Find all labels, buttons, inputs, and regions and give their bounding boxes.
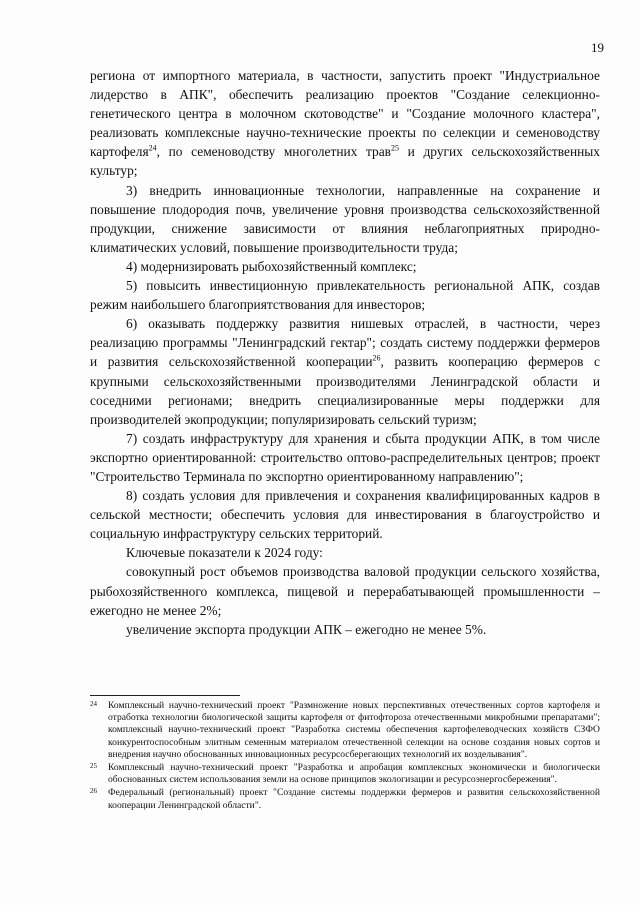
- paragraph-text: совокупный рост объемов производства валовой продукции сельского хозяйства, рыбохозяйственного комплекса, пищевой и перерабатывающей промышленности – ежегодно не менее 2%;: [90, 564, 600, 618]
- paragraph-text: Ключевые показатели к 2024 году:: [126, 545, 323, 561]
- paragraph: [90, 486, 600, 543]
- paragraph-text: увеличение экспорта продукции АПК – ежегодно не менее 5%.: [126, 621, 487, 637]
- footnote: [90, 787, 600, 811]
- footnote-number: 25: [90, 762, 97, 771]
- page-number: 19: [591, 40, 604, 55]
- footnote-number: 24: [90, 700, 97, 708]
- footnote: [90, 700, 600, 761]
- paragraph: [90, 314, 600, 429]
- paragraph: [90, 66, 600, 181]
- paragraph-text: 3) внедрить инновационные технологии, направленные на сохранение и повышение плодородия почв, увеличение уровня производства сельскохозяйственной продукции, снижение зависимости от влияния неблагоприятных природно-климатических условий, повышение производительности труда;: [90, 182, 600, 255]
- footnote-text: Комплексный научно-технический проект "Размножение новых перспективных отечественных сортов картофеля и отработка технологии биологической защиты картофеля от фитофтороза отечественными микробными препаратами"; комплексный научно-технический проект "Разработка системы обеспечения картофелеводческих хозяйств СЗФО конкурентоспособным элитным семенным материалом отечественной селекции на основе создания новых сортов и внедрения научно обоснованных инновационных ресурсосберегающих технологий их возделывания".: [108, 700, 600, 760]
- paragraph: [90, 181, 600, 257]
- main-text: [90, 66, 600, 639]
- paragraph-text: 6) оказывать поддержку развития нишевых отраслей, в частности, через реализацию программы "Ленинградский гектар"; создать систему поддержки фермеров и развития сельскохозяйственной кооперации: [90, 316, 600, 370]
- paragraph: [90, 620, 600, 639]
- paragraph: [90, 429, 600, 486]
- paragraph-text: 7) создать инфраструктуру для хранения и сбыта продукции АПК, в том числе экспортно ориентированной: строительство оптово-распределительных центров; проект "Строительство Терминала по экспортно ориентированному направлению";: [90, 430, 600, 484]
- footnote-reference: 24: [148, 143, 157, 153]
- paragraph-text: , по семеноводству многолетних трав: [156, 144, 391, 160]
- paragraph-text: 5) повысить инвестиционную привлекательность региональной АПК, создав режим наибольшего благоприятствования для инвесторов;: [90, 278, 600, 313]
- footnote-reference: 25: [391, 143, 399, 153]
- footnote: [90, 762, 600, 786]
- footnote-text: Федеральный (региональный) проект "Создание системы поддержки фермеров и развития сельскохозяйственной кооперации Ленинградской области".: [108, 787, 600, 811]
- footnotes: [90, 700, 600, 813]
- paragraph-text: 4) модернизировать рыбохозяйственный комплекс;: [126, 258, 417, 274]
- paragraph: [90, 562, 600, 619]
- footnote-text: Комплексный научно-технический проект "Разработка и апробация комплексных экономически и биологически обоснованных систем использования земли на основе принципов экологизации и ресурсоэнергосбережения".: [108, 762, 600, 786]
- paragraph-text: 8) создать условия для привлечения и сохранения квалифицированных кадров в сельской местности; обеспечить условия для инвестирования в благоустройство и социальную инфраструктуру сельских территорий.: [90, 488, 600, 542]
- footnote-number: 26: [90, 787, 97, 796]
- paragraph: [90, 257, 600, 276]
- paragraph: [90, 276, 600, 314]
- paragraph-text: , развить кооперацию фермеров с крупными сельскохозяйственными производителями Ленинградской области и соседними регионами; внедрить специализированные меры поддержки для производителей экопродукции; популяризировать сельский туризм;: [90, 354, 600, 427]
- paragraph: [90, 543, 600, 562]
- paragraph-text: региона от импортного материала, в частности, запустить проект "Индустриальное лидерство в АПК", обеспечить реализацию проектов "Создание селекционно-генетического центра в молочном скотоводстве" и "Создание молочного кластера", реализовать комплексные научно-технические проекты по селекции и семеноводству картофеля: [90, 68, 600, 160]
- footnote-separator: [90, 695, 240, 696]
- paragraph-text: и других сельскохозяйственных культур;: [90, 144, 600, 179]
- footnote-reference: 26: [372, 353, 381, 363]
